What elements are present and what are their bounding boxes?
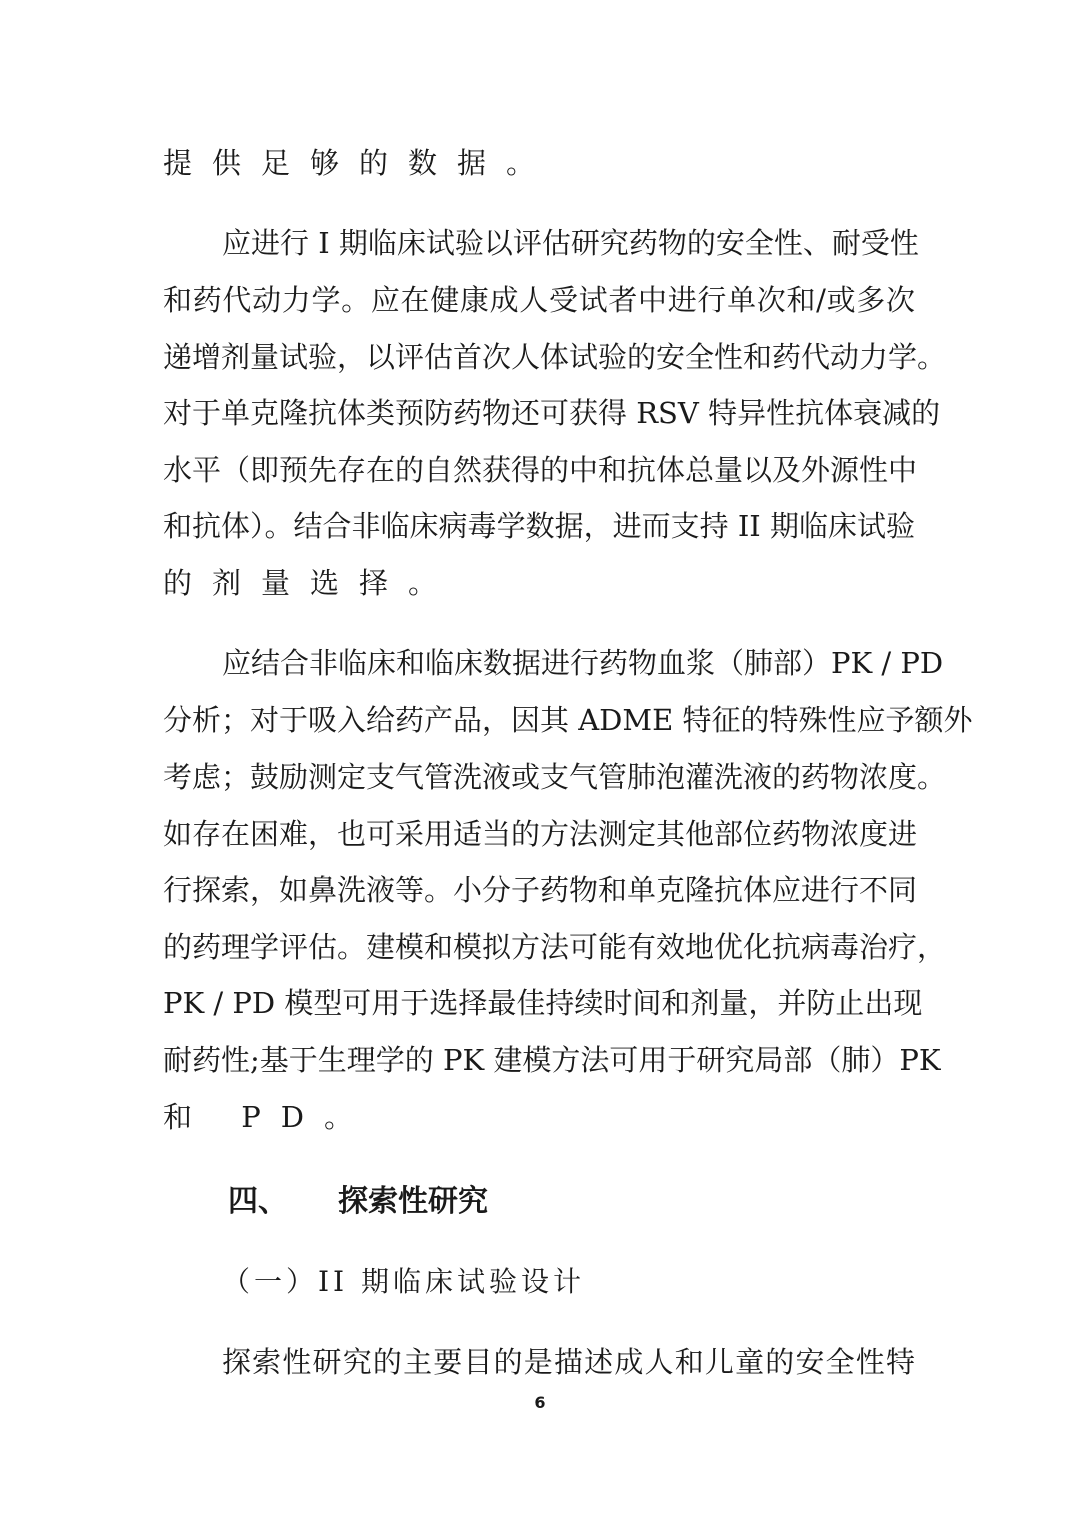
text-line: 和 PD。 (163, 1100, 373, 1134)
text-line: 和抗体）。结合非临床病毒学数据，进而支持 II 期临床试验 (163, 509, 915, 543)
text-line: 耐药性;基于生理学的 PK 建模方法可用于研究局部（肺）PK (163, 1043, 941, 1077)
text-line: 分析；对于吸入给药产品，因其 ADME 特征的特殊性应予额外 (163, 703, 973, 737)
text-line: 行探索，如鼻洗液等。小分子药物和单克隆抗体应进行不同 (163, 873, 918, 907)
text-line: 提供足够的数据。 (163, 146, 556, 180)
text-line: 应结合非临床和临床数据进行药物血浆（肺部）PK / PD (222, 646, 944, 680)
text-line: PK / PD 模型可用于选择最佳持续时间和剂量，并防止出现 (163, 986, 923, 1020)
section-title: 探索性研究 (338, 1184, 488, 1219)
text-line: 递增剂量试验，以评估首次人体试验的安全性和药代动力学。 (163, 340, 947, 374)
text-line: 应进行 I 期临床试验以评估研究药物的安全性、耐受性 (222, 226, 919, 260)
text-line: 探索性研究的主要目的是描述成人和儿童的安全性特 (222, 1345, 915, 1379)
page-number: 6 (534, 1393, 546, 1412)
text-line: 的药理学评估。建模和模拟方法可能有效地优化抗病毒治疗， (163, 930, 947, 964)
text-line: 考虑；鼓励测定支气管洗液或支气管肺泡灌洗液的药物浓度。 (163, 760, 947, 794)
text-line: 和药代动力学。应在健康成人受试者中进行单次和/或多次 (163, 283, 915, 317)
text-line: 对于单克隆抗体类预防药物还可获得 RSV 特异性抗体衰减的 (163, 396, 941, 430)
subsection-heading: （一）II 期临床试验设计 (222, 1265, 586, 1298)
section-heading (228, 1184, 488, 1220)
text-line: 的剂量选择。 (163, 566, 458, 600)
section-number: 四、 (228, 1184, 288, 1219)
text-line: 如存在困难，也可采用适当的方法测定其他部位药物浓度进 (163, 817, 918, 851)
text-line: 水平（即预先存在的自然获得的中和抗体总量以及外源性中 (163, 453, 918, 487)
